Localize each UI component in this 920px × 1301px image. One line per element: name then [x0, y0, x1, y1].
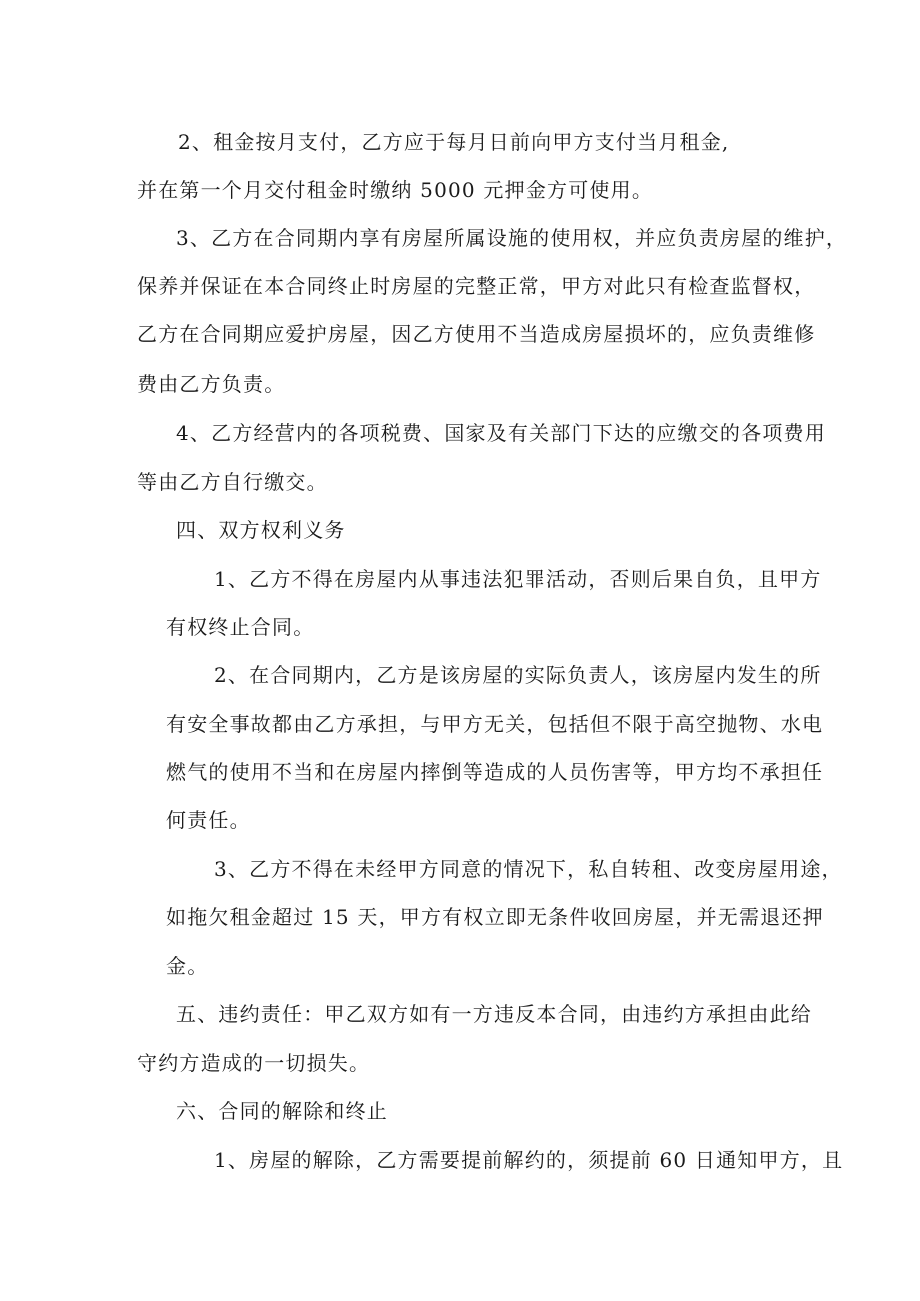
- text-line: 保养并保证在本合同终止时房屋的完整正常，甲方对此只有检查监督权，: [137, 274, 816, 298]
- text-line: 2、在合同期内，乙方是该房屋的实际负责人，该房屋内发生的所: [214, 663, 822, 687]
- text-line: 如拖欠租金超过 15 天，甲方有权立即无条件收回房屋，并无需退还押: [166, 905, 824, 929]
- text-line: 有权终止合同。: [166, 615, 315, 639]
- text-line: 金。: [166, 954, 209, 978]
- text-line: 3、乙方不得在未经甲方同意的情况下，私自转租、改变房屋用途，: [214, 857, 843, 881]
- text-line: 1、乙方不得在房屋内从事违法犯罪活动，否则后果自负，且甲方: [214, 567, 822, 591]
- text-line: 守约方造成的一切损失。: [137, 1051, 371, 1075]
- text-line: 1、房屋的解除，乙方需要提前解约的，须提前 60 日通知甲方，且: [214, 1148, 844, 1172]
- text-line: 2、租金按月支付，乙方应于每月日前向甲方支付当月租金,: [178, 130, 730, 154]
- text-line: 费由乙方负责。: [137, 372, 286, 396]
- text-line: 有安全事故都由乙方承担，与甲方无关，包括但不限于高空抛物、水电: [166, 712, 824, 736]
- section-heading: 六、合同的解除和终止: [176, 1099, 388, 1123]
- text-line: 乙方在合同期应爱护房屋，因乙方使用不当造成房屋损坏的，应负责维修: [137, 322, 816, 346]
- text-line: 并在第一个月交付租金时缴纳 5000 元押金方可使用。: [137, 178, 654, 202]
- text-line: 4、乙方经营内的各项税费、国家及有关部门下达的应缴交的各项费用: [176, 421, 826, 445]
- section-heading: 五、违约责任：甲乙双方如有一方违反本合同，由违约方承担由此给: [176, 1002, 812, 1026]
- text-line: 燃气的使用不当和在房屋内摔倒等造成的人员伤害等，甲方均不承担任: [166, 760, 824, 784]
- text-line: 等由乙方自行缴交。: [137, 470, 328, 494]
- section-heading: 四、双方权利义务: [176, 518, 346, 542]
- text-line: 何责任。: [166, 808, 251, 832]
- text-line: 3、乙方在合同期内享有房屋所属设施的使用权，并应负责房屋的维护，: [176, 226, 848, 250]
